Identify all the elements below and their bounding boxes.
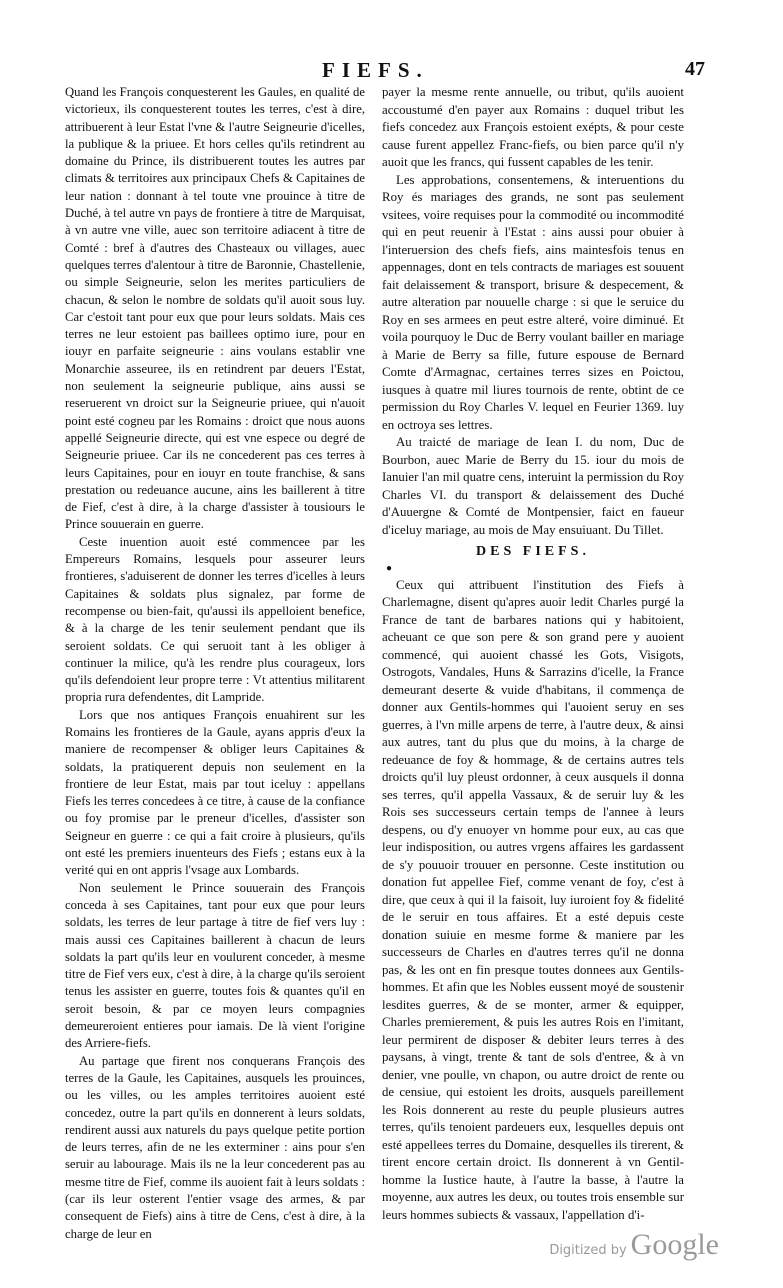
google-logo: Google (630, 1228, 719, 1261)
page-number: 47 (685, 58, 705, 80)
paragraph: Les approbations, consentemens, & interuentions du Roy és mariages des grands, ne sont pas seulement vsitees, voire requises pour la commodité ou incommodité qui en peut reuenir à l'Estat : ains aussi pour obuier à l'interuersion des chefs fiefs, ains maintesfois tenus en appennages, dont en tels contracts de mariages est souuent fait delaissement & transport, brisure & despecement, & autre alteration par nouuelle charge : si que le seruice du Roy en ses armees en peut estre alteré, voire diminué. Et voila pourquoy le Duc de Berry voulant bailler en mariage à Marie de Berry sa fille, future espouse de Bernard Comte d'Armagnac, certaines terres sizes en Poictou, iusques à quatre mil liures tournois de rente, obtint de ce permission du Roy Charles V. lequel en Feurier 1369. luy en octroya ses lettres. (382, 172, 684, 432)
running-head (0, 58, 783, 84)
paragraph: Non seulement le Prince souuerain des François conceda à ses Capitaines, tant pour eux que pour leurs soldats, les terres de leur partage à titre de fief vers luy : mais aussi ces Capitaines baillerent à chacun de leurs soldats la part qu'ils leur en voulurent conceder, à mesme titre de Fief vers eux, c'est à dire, à la charge qu'ils seroient tenus les assister en guerre, toutes fois & quantes qu'il en seroit besoin, & par ce moyen leurs compagnies demeureroient entieres pour iamais. De là vient l'origine des Arriere-fiefs. (65, 880, 365, 1051)
paragraph: Ceste inuention auoit esté commencee par les Empereurs Romains, lesquels pour asseurer leurs frontieres, s'aduiserent de donner les terres d'icelles à leurs Capitaines & soldats plus signalez, par forme de recompense ou bien-fait, qu'aussi ils appelloient benefice, & à la charge de les tenir seulement pendant que ils seroient soldats. Ce qui seruoit tant à les obliger à continuer la milice, qu'à les rendre plus courageux, lors qu'ils defendoient leur propre terre : Vt attentius militarent propria rura defendentes, dit Lampride. (65, 534, 365, 705)
left-column (65, 84, 365, 1243)
digitized-label: Digitized by (549, 1243, 627, 1258)
bullet-ornament-icon: ● (386, 562, 393, 574)
paragraph: Au partage que firent nos conquerans François des terres de la Gaule, les Capitaines, ausquels les prouinces, ou les villes, ou les amples territoires auoient esté concedez, outre la part qu'ils en donnerent à leurs soldats, rendirent aussi aux naturels du pays quelque petite portion de leurs terres, afin de ne les exterminer : ains pour s'en seruir au labourage. Mais ils ne la leur concederent pas au mesme titre de Fief, comme ils auoient fait à leurs soldats : (car ils leur osterent l'entier vsage des armes, & par consequent de Fiefs) ains à titre de Cens, c'est à dire, à la charge de leur en (65, 1053, 365, 1241)
right-column (382, 84, 684, 1224)
digitized-watermark (549, 1228, 719, 1262)
running-title: FIEFS. (322, 58, 429, 82)
paragraph: Au traicté de mariage de Iean I. du nom, Duc de Bourbon, auec Marie de Berry du 15. iour du mois de Ianuier l'an mil quatre cens, interuint la permission du Roy Charles VI. du transport & delaissement des Duché d'Auuergne & Comté de Montpensier, faict en faueur d'iceluy mariage, au mois de May ensuiuant. Du Tillet. (382, 435, 684, 537)
paragraph: payer la mesme rente annuelle, ou tribut, qu'ils auoient accoustumé d'en payer aux Romains : duquel tribut les fiefs concedez aux François estoient exépts, & pour ceste cause furent appellez Franc-fiefs, ou bien parce qu'il n'y auoit que les francs, qui fussent capables de les tenir. (382, 85, 684, 169)
section-heading: DES FIEFS. (476, 544, 590, 559)
paragraph: Lors que nos antiques François enuahirent sur les Romains les frontieres de la Gaule, ayans appris d'eux la maniere de recompenser & obliger leurs Capitaines & soldats, la pratiquerent depuis non seulement en la frontiere de leur Estat, mais par tout iceluy : appellans Fiefs les terres concedees à ce titre, à cause de la confiance ou foy promise par le preneur d'icelles, d'assister son Seigneur en guerre : ce qui a fait croire à plusieurs, qu'ils ont esté les premiers inuenteurs des Fiefs ; estans eux à la verité qui en ont appris l'vsage aux Lombards. (65, 707, 365, 878)
paragraph: Ceux qui attribuent l'institution des Fiefs à Charlemagne, disent qu'apres auoir ledit Charles purgé la France de tant de barbares nations qui y habitoient, acheuant ce que son pere & son grand pere y auoient commencé, qui auoient chassé les Gots, Visigots, Ostrogots, Vandales, Huns & Sarrazins d'icelle, la France demeurant deserte & vuide d'habitans, il commença de donner aux Gentils-hommes qui l'auoient seruy en ses guerres, à l'vn mille arpens de terre, à l'autre deux, & ainsi aux autres, tant du plus que du moins, à la charge de redeuance de foy & hommage, & de certains autres tels droicts qu'il luy pleust ordonner, à ceux ausquels il donna ses terres, qu'il appella Vassaux, & de seruir luy & les Rois ses successeurs certain temps de l'annee à leurs despens, ou d'y enuoyer vn homme pour eux, au cas que leur indisposition, ou autres vrgens affaires les gardassent de s'y pouuoir trouuer en personne. Ceste institution ou donation fut appellee Fief, comme venant de foy, c'est à dire, que ceux à qui il la faisoit, luy iuroient foy & fidelité de le seruir en tous affaires. Et a esté depuis ceste donation suiuie en mesme forme & maniere par les successeurs de Charles en d'autres terres qu'il ne donna pas, & les ont en fin presque toutes donnees aux Gentils-hommes. Et afin que les Nobles eussent moyé de soustenir lesdites guerres, & de se monter, armer & equipper, Charles premierement, & puis les autres Rois en l'imitant, leur permirent de disposer & debiter leurs terres à des paysans, à vingt, trente & tant de sols d'entree, & à vn denier, vne poulle, vn chapon, ou autre droict de rente ou de censiue, qui estoient les droits, ausquels pareillement les Rois donnerent au reste du peuple plusieurs autres terres, qu'ils tenoient pardeuers eux, lesquelles depuis ont esté appellees terres du Domaine, desquelles ils tirerent, & tirent encore certain droict. Ils donnerent à vn Gentil-homme la Iustice haute, à l'autre la basse, à l'autre la moyenne, aux autres les deux, ou toutes trois ensemble sur leurs hommes subiects & vassaux, l'appellation d'i- (382, 577, 684, 1222)
paragraph: Quand les François conquesterent les Gaules, en qualité de victorieux, ils conquesterent toutes les terres, c'est à dire, attribuerent à leur Estat l'vne & l'autre Seigneurie d'icelles, la publique & la priuee. Et hors celles qu'ils retindrent au domaine du Prince, ils distribuerent toutes les autres par climats & territoires aux principaux Chefs & Capitaines de leur nation : donnant à tel toute vne prouince à titre de Duché, à tel autre vn pays de frontiere à titre de Marquisat, à vn autre vne ville, auec son territoire adiacent à titre de Comté : bref à d'autres des Chasteaux ou villages, auec quelques terres d'alentour à titre de Baronnie, Chastellenie, ou simple Seigneurie, selon les merites particuliers de chacun, & selon le nombre de soldats qu'il auoit sous luy. Car c'estoit tant pour eux que pour leurs soldats. Mais ces terres ne leur estoient pas baillees optimo iure, pour en iouyr en parfaite seigneurie : ains voulans establir vne Monarchie asseuree, ils en retindrent par deuers l'Estat, non seulement la seigneurie publique, ains aussi se reseruerent vn droict sur la Seigneurie priuee, qui n'auoit point esté cogneu par les Romains : droict que nous auons appellé Seigneurie directe, qui est vne espece ou degré de Seigneurie priuee. Car ils ne concederent pas ces terres à leurs Capitaines, pour en iouyr en toute franchise, & sans prestation ou redeuance aucune, ains les baillerent à titre de Fief, c'est à dire, à la charge d'assister à tousiours le Prince souuerain en guerre. (65, 85, 365, 532)
